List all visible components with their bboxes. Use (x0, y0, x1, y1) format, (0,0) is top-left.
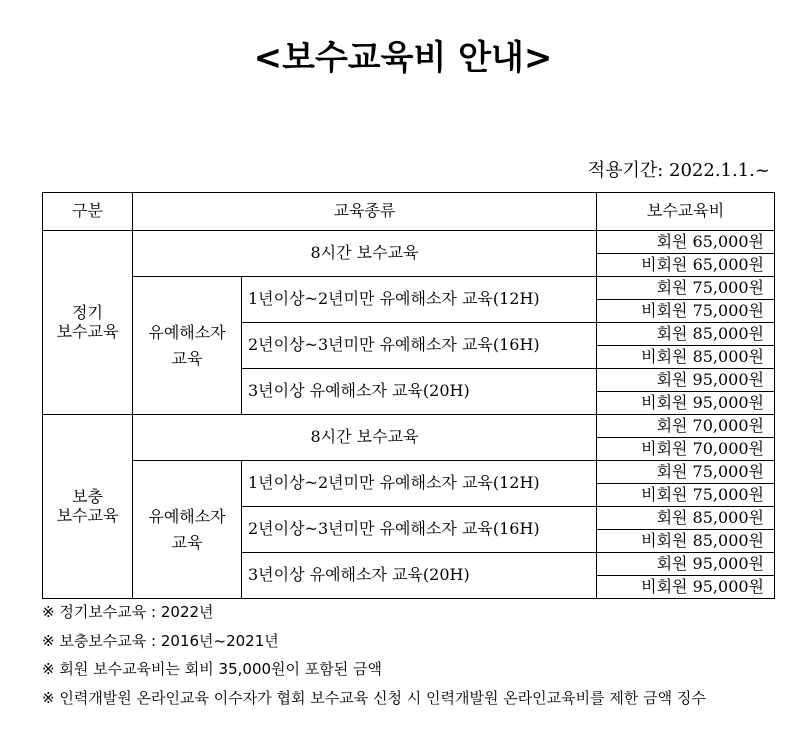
note-item: ※ 인력개발원 온라인교육 이수자가 협회 보수교육 신청 시 인력개발원 온라인교육비를 제한 금액 징수 (42, 688, 706, 707)
member-fee: 회원 95,000원 (597, 369, 775, 392)
course-name: 8시간 보수교육 (133, 231, 597, 277)
course-name: 3년이상 유예해소자 교육(20H) (242, 369, 597, 415)
table-row (43, 277, 775, 300)
table-row (43, 415, 775, 438)
table-row (43, 231, 775, 254)
course-name: 1년이상~2년미만 유예해소자 교육(12H) (242, 277, 597, 323)
note-item: ※ 정기보수교육 : 2022년 (42, 603, 214, 621)
table-header-row (43, 193, 775, 231)
course-name: 1년이상~2년미만 유예해소자 교육(12H) (242, 461, 597, 507)
header-course-type: 교육종류 (133, 193, 597, 231)
member-fee: 회원 85,000원 (597, 323, 775, 346)
page-title: <보수교육비 안내> (253, 38, 553, 78)
table-row (43, 461, 775, 484)
notes (42, 598, 706, 712)
nonmember-fee: 비회원 65,000원 (597, 254, 775, 277)
course-name: 3년이상 유예해소자 교육(20H) (242, 553, 597, 599)
fee-table (42, 192, 775, 599)
nonmember-fee: 비회원 70,000원 (597, 438, 775, 461)
nonmember-fee: 비회원 85,000원 (597, 530, 775, 553)
nonmember-fee: 비회원 95,000원 (597, 576, 775, 599)
nonmember-fee: 비회원 95,000원 (597, 392, 775, 415)
category-cell: 보충 보수교육 (43, 415, 133, 599)
nonmember-fee: 비회원 75,000원 (597, 300, 775, 323)
member-fee: 회원 85,000원 (597, 507, 775, 530)
header-category: 구분 (43, 193, 133, 231)
header-fee: 보수교육비 (597, 193, 775, 231)
nonmember-fee: 비회원 75,000원 (597, 484, 775, 507)
member-fee: 회원 65,000원 (597, 231, 775, 254)
note-item: ※ 보충보수교육 : 2016년~2021년 (42, 631, 279, 650)
note-item: ※ 회원 보수교육비는 회비 35,000원이 포함된 금액 (42, 660, 382, 678)
nonmember-fee: 비회원 85,000원 (597, 346, 775, 369)
member-fee: 회원 75,000원 (597, 461, 775, 484)
course-name: 8시간 보수교육 (133, 415, 597, 461)
group-cell: 유예해소자 교육 (133, 277, 242, 415)
course-name: 2년이상~3년미만 유예해소자 교육(16H) (242, 507, 597, 553)
effective-period: 적용기간: 2022.1.1.~ (587, 160, 770, 181)
category-cell: 정기 보수교육 (43, 231, 133, 415)
member-fee: 회원 75,000원 (597, 277, 775, 300)
group-cell: 유예해소자 교육 (133, 461, 242, 599)
member-fee: 회원 95,000원 (597, 553, 775, 576)
member-fee: 회원 70,000원 (597, 415, 775, 438)
course-name: 2년이상~3년미만 유예해소자 교육(16H) (242, 323, 597, 369)
